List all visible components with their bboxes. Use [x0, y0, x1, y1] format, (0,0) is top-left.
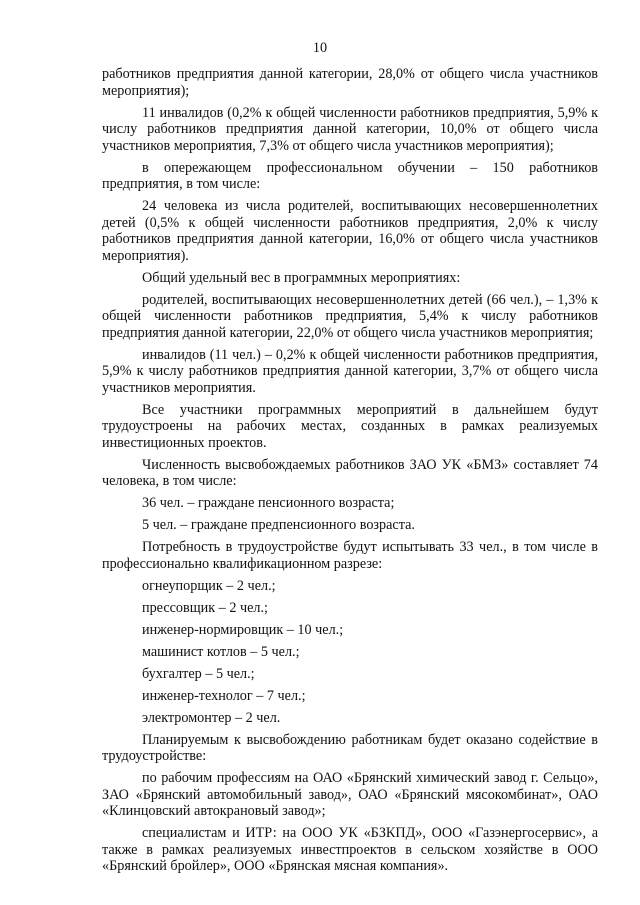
paragraph: специалистам и ИТР: на ООО УК «БЗКПД», ООО «Газэнергосервис», а также в рамках реализуемых инвестпроектов в сельском хозяйстве в ООО «Брянский бройлер», ООО «Брянская мясная компания».	[102, 825, 598, 874]
list-item: инженер-технолог – 7 чел.;	[142, 687, 306, 704]
paragraph: Потребность в трудоустройстве будут испытывать 33 чел., в том числе в профессионально квалификационном разрезе:	[102, 539, 598, 572]
paragraph: Численность высвобождаемых работников ЗАО УК «БМЗ» составляет 74 человека, в том числе:	[102, 456, 598, 489]
paragraph: 24 человека из числа родителей, воспитывающих несовершеннолетних детей (0,5% к общей численности работников предприятия, 2,0% к числу работников предприятия данной категории, 16,0% от общего числа участников мероприятия).	[102, 198, 598, 264]
paragraph: работников предприятия данной категории, 28,0% от общего числа участников мероприятия);	[102, 66, 598, 99]
list-item: прессовщик – 2 чел.;	[142, 599, 268, 616]
paragraph: родителей, воспитывающих несовершеннолетних детей (66 чел.), – 1,3% к общей численности работников предприятия, 5,4% к числу работников предприятия данной категории, 22,0% от общего числа участников мероприятия;	[102, 291, 598, 341]
paragraph: Планируемым к высвобождению работникам будет оказано содействие в трудоустройстве:	[102, 731, 598, 764]
paragraph: по рабочим профессиям на ОАО «Брянский химический завод г. Сельцо», ЗАО «Брянский автомобильный завод», ОАО «Брянский мясокомбинат», ОАО «Клинцовский автокрановый завод»;	[102, 770, 598, 819]
list-item: 36 чел. – граждане пенсионного возраста;	[142, 495, 395, 511]
paragraph: в опережающем профессиональном обучении – 150 работников предприятия, в том числе:	[102, 159, 598, 192]
page-number: 10	[312, 40, 328, 56]
list-item: огнеупорщик – 2 чел.;	[142, 577, 276, 594]
list-item: электромонтер – 2 чел.	[142, 709, 281, 726]
list-item: 5 чел. – граждане предпенсионного возраста.	[142, 517, 415, 533]
paragraph: Все участники программных мероприятий в дальнейшем будут трудоустроены на рабочих местах, созданных в рамках реализуемых инвестиционных проектов.	[102, 401, 598, 451]
list-item: инженер-нормировщик – 10 чел.;	[142, 621, 344, 638]
paragraph: инвалидов (11 чел.) – 0,2% к общей численности работников предприятия, 5,9% к числу работников предприятия данной категории, 3,7% от общего числа участников мероприятия.	[102, 346, 598, 396]
list-item: машинист котлов – 5 чел.;	[142, 643, 300, 660]
paragraph: Общий удельный вес в программных мероприятиях:	[142, 269, 461, 286]
paragraph: 11 инвалидов (0,2% к общей численности работников предприятия, 5,9% к числу работников предприятия данной категории, 10,0% от общего числа участников мероприятия, 7,3% от общего числа участников мероприятия);	[102, 104, 598, 154]
document-body	[102, 66, 598, 875]
list-item: бухгалтер – 5 чел.;	[142, 665, 255, 682]
